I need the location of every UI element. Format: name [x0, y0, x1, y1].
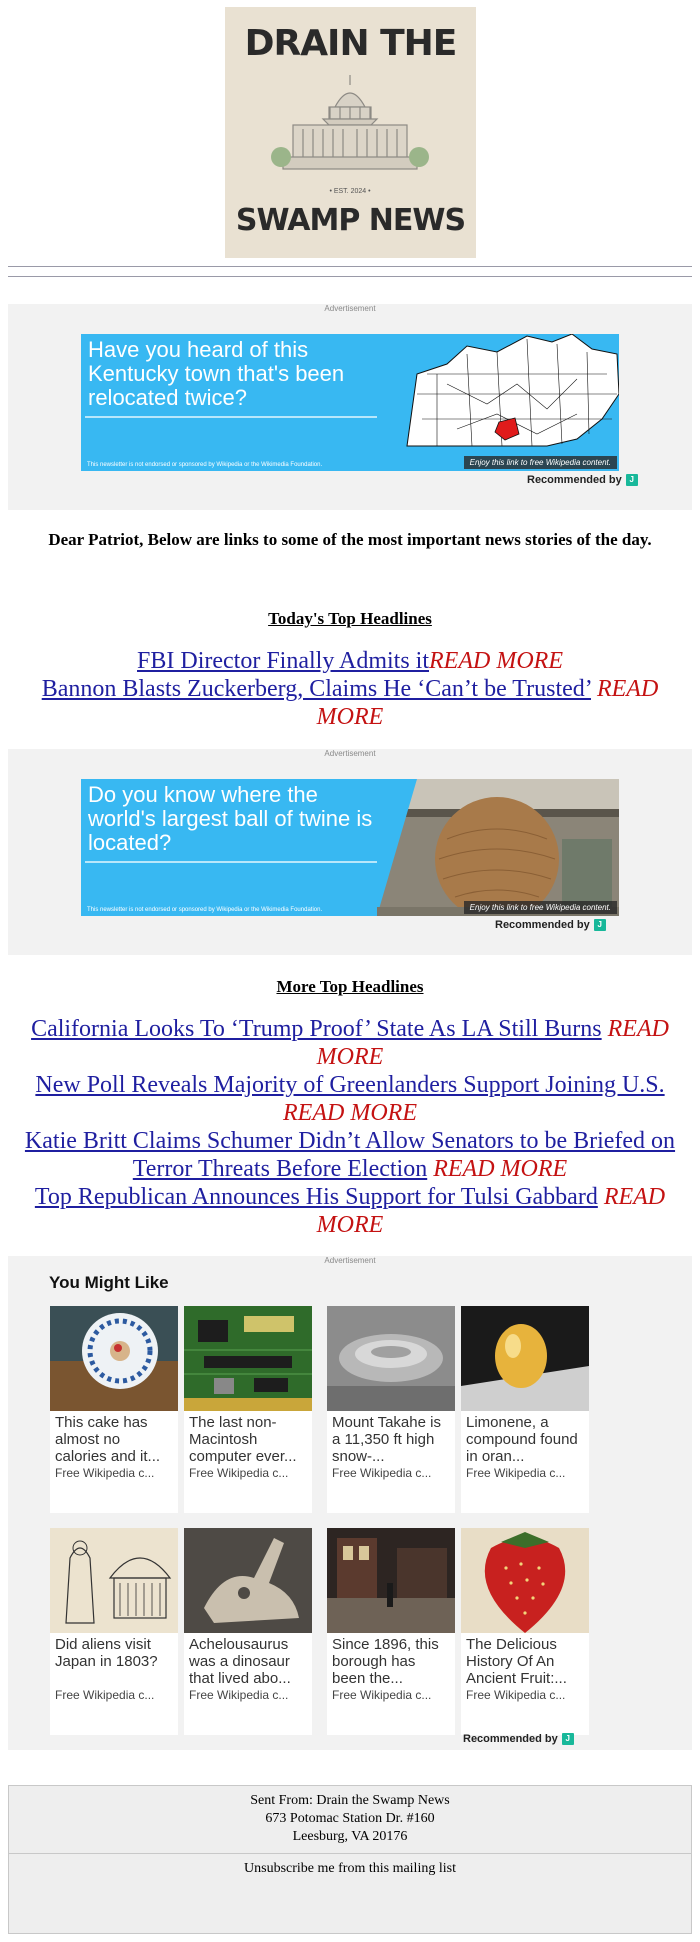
recommended-label: Recommended by — [527, 474, 622, 486]
recommendation-card[interactable] — [461, 1528, 589, 1735]
recommendation-card[interactable] — [327, 1306, 455, 1513]
card-title[interactable]: The Delicious History Of An Ancient Fruit:... — [466, 1636, 567, 1687]
footer-address — [8, 1785, 692, 1854]
strawberry-image — [461, 1528, 589, 1633]
logo-line1: DRAIN THE — [244, 23, 457, 64]
read-more-link[interactable]: READ MORE — [283, 1100, 417, 1126]
ad-banner-twine[interactable] — [81, 779, 619, 916]
read-more-link[interactable]: READ MORE — [316, 676, 659, 730]
card-thumbnail[interactable] — [461, 1306, 589, 1411]
recommended-by[interactable] — [495, 919, 606, 931]
recommended-label: Recommended by — [495, 919, 590, 931]
card-thumbnail[interactable] — [184, 1306, 312, 1411]
ad-disclaimer: This newsletter is not endorsed or sponsored by Wikipedia or the Wikimedia Foundation. — [87, 462, 323, 468]
headline-link[interactable]: Top Republican Announces His Support for Tulsi Gabbard — [34, 1184, 598, 1210]
kentucky-map-image — [377, 334, 619, 471]
ad-banner-kentucky[interactable] — [81, 334, 619, 471]
card-thumbnail[interactable] — [327, 1528, 455, 1633]
logo — [225, 7, 476, 258]
recommended-by[interactable] — [463, 1733, 574, 1745]
logo-line2: SWAMP NEWS — [235, 203, 466, 238]
ad-headline[interactable]: Have you heard of this Kentucky town that's been relocated twice? — [88, 337, 345, 410]
recommendation-card[interactable] — [327, 1528, 455, 1735]
card-source: Free Wikipedia c... — [466, 1688, 566, 1702]
recommended-by[interactable] — [527, 474, 638, 486]
card-title[interactable]: Since 1896, this borough has been the... — [332, 1636, 439, 1687]
street-night-image — [327, 1528, 455, 1633]
footer-address-line1: 673 Potomac Station Dr. #160 — [265, 1811, 435, 1826]
headline-item — [8, 675, 692, 731]
card-title[interactable]: Mount Takahe is a 11,350 ft high snow-... — [332, 1414, 441, 1465]
card-source: Free Wikipedia c... — [189, 1466, 289, 1480]
card-thumbnail[interactable] — [50, 1306, 178, 1411]
you-might-like-panel — [8, 1256, 692, 1750]
ad-rule — [85, 416, 378, 418]
card-thumbnail[interactable] — [50, 1528, 178, 1633]
section-title-today: Today's Top Headlines — [268, 609, 432, 628]
ad-label: Advertisement — [324, 1256, 376, 1265]
ad-disclaimer: This newsletter is not endorsed or sponsored by Wikipedia or the Wikimedia Foundation. — [87, 907, 323, 913]
headline-link[interactable]: California Looks To ‘Trump Proof’ State As LA Still Burns — [31, 1016, 602, 1042]
lemon-image — [461, 1306, 589, 1411]
ad-label: Advertisement — [324, 304, 376, 313]
card-title[interactable]: This cake has almost no calories and it... — [55, 1414, 161, 1465]
you-might-like-title: You Might Like — [49, 1273, 169, 1292]
footer-unsubscribe — [8, 1853, 692, 1934]
ad-enjoy-caption: Enjoy this link to free Wikipedia content. — [464, 901, 617, 914]
section-title-more: More Top Headlines — [276, 977, 424, 996]
divider-top-2 — [8, 276, 692, 277]
headline-item — [8, 1127, 692, 1183]
snow-mountain-image — [327, 1306, 455, 1411]
card-thumbnail[interactable] — [461, 1528, 589, 1633]
card-thumbnail[interactable] — [327, 1306, 455, 1411]
headline-link[interactable]: New Poll Reveals Majority of Greenlanders Support Joining U.S. — [35, 1072, 665, 1098]
card-title[interactable]: Limonene, a compound found in oran... — [466, 1414, 578, 1465]
headline-item — [8, 1015, 692, 1071]
headline-item — [8, 1183, 692, 1239]
circuit-board-image — [184, 1306, 312, 1411]
ad-label: Advertisement — [324, 749, 376, 758]
read-more-link[interactable]: READ MORE — [429, 648, 563, 674]
jeeng-badge-icon: J — [562, 1733, 574, 1745]
ad-headline[interactable]: Do you know where the world's largest ball of twine is located? — [88, 782, 373, 855]
card-source: Free Wikipedia c... — [55, 1466, 155, 1480]
footer-address-line2: Leesburg, VA 20176 — [292, 1829, 408, 1844]
recommendation-card[interactable] — [50, 1306, 178, 1513]
card-thumbnail[interactable] — [184, 1528, 312, 1633]
card-source: Free Wikipedia c... — [332, 1688, 432, 1702]
headline-list-more — [8, 1015, 692, 1239]
cake-plate-image — [50, 1306, 178, 1411]
card-title[interactable]: Achelousaurus was a dinosaur that lived abo... — [189, 1636, 291, 1687]
headline-link[interactable]: Katie Britt Claims Schumer Didn’t Allow Senators to be Briefed on Terror Threats Before Election — [24, 1128, 676, 1182]
headline-item — [8, 1071, 692, 1127]
ad-rule — [85, 861, 378, 863]
headline-link[interactable]: FBI Director Finally Admits it — [137, 648, 430, 674]
recommended-label: Recommended by — [463, 1733, 558, 1745]
intro-text: Dear Patriot, Below are links to some of the most important news stories of the day. — [48, 530, 652, 549]
dinosaur-skull-image — [184, 1528, 312, 1633]
card-title[interactable]: The last non-Macintosh computer ever... — [189, 1414, 297, 1465]
ad-enjoy-caption: Enjoy this link to free Wikipedia content. — [464, 456, 617, 469]
card-source: Free Wikipedia c... — [466, 1466, 566, 1480]
jeeng-badge-icon: J — [626, 474, 638, 486]
read-more-link[interactable]: READ MORE — [316, 1016, 669, 1070]
recommendation-card[interactable] — [184, 1306, 312, 1513]
ad-block-2 — [8, 749, 692, 955]
recommendation-card[interactable] — [50, 1528, 178, 1735]
headline-list-today — [8, 647, 692, 731]
unsubscribe-link[interactable]: Unsubscribe me from this mailing list — [244, 1861, 456, 1876]
logo-est-text: • EST. 2024 • — [329, 188, 371, 195]
twine-ball-image — [377, 779, 619, 916]
card-source: Free Wikipedia c... — [189, 1688, 289, 1702]
headline-item — [8, 647, 692, 675]
read-more-link[interactable]: READ MORE — [433, 1156, 568, 1182]
footer-sent-from: Sent From: Drain the Swamp News — [250, 1793, 450, 1808]
recommendation-card[interactable] — [461, 1306, 589, 1513]
card-title[interactable]: Did aliens visit Japan in 1803? — [55, 1636, 158, 1670]
card-source: Free Wikipedia c... — [55, 1688, 155, 1702]
recommendation-card[interactable] — [184, 1528, 312, 1735]
ad-block-1 — [8, 304, 692, 510]
japanese-drawing-image — [50, 1528, 178, 1633]
read-more-link[interactable]: READ MORE — [316, 1184, 666, 1238]
headline-link[interactable]: Bannon Blasts Zuckerberg, Claims He ‘Can’t be Trusted’ — [41, 676, 591, 702]
jeeng-badge-icon: J — [594, 919, 606, 931]
card-source: Free Wikipedia c... — [332, 1466, 432, 1480]
divider-top-1 — [8, 266, 692, 267]
